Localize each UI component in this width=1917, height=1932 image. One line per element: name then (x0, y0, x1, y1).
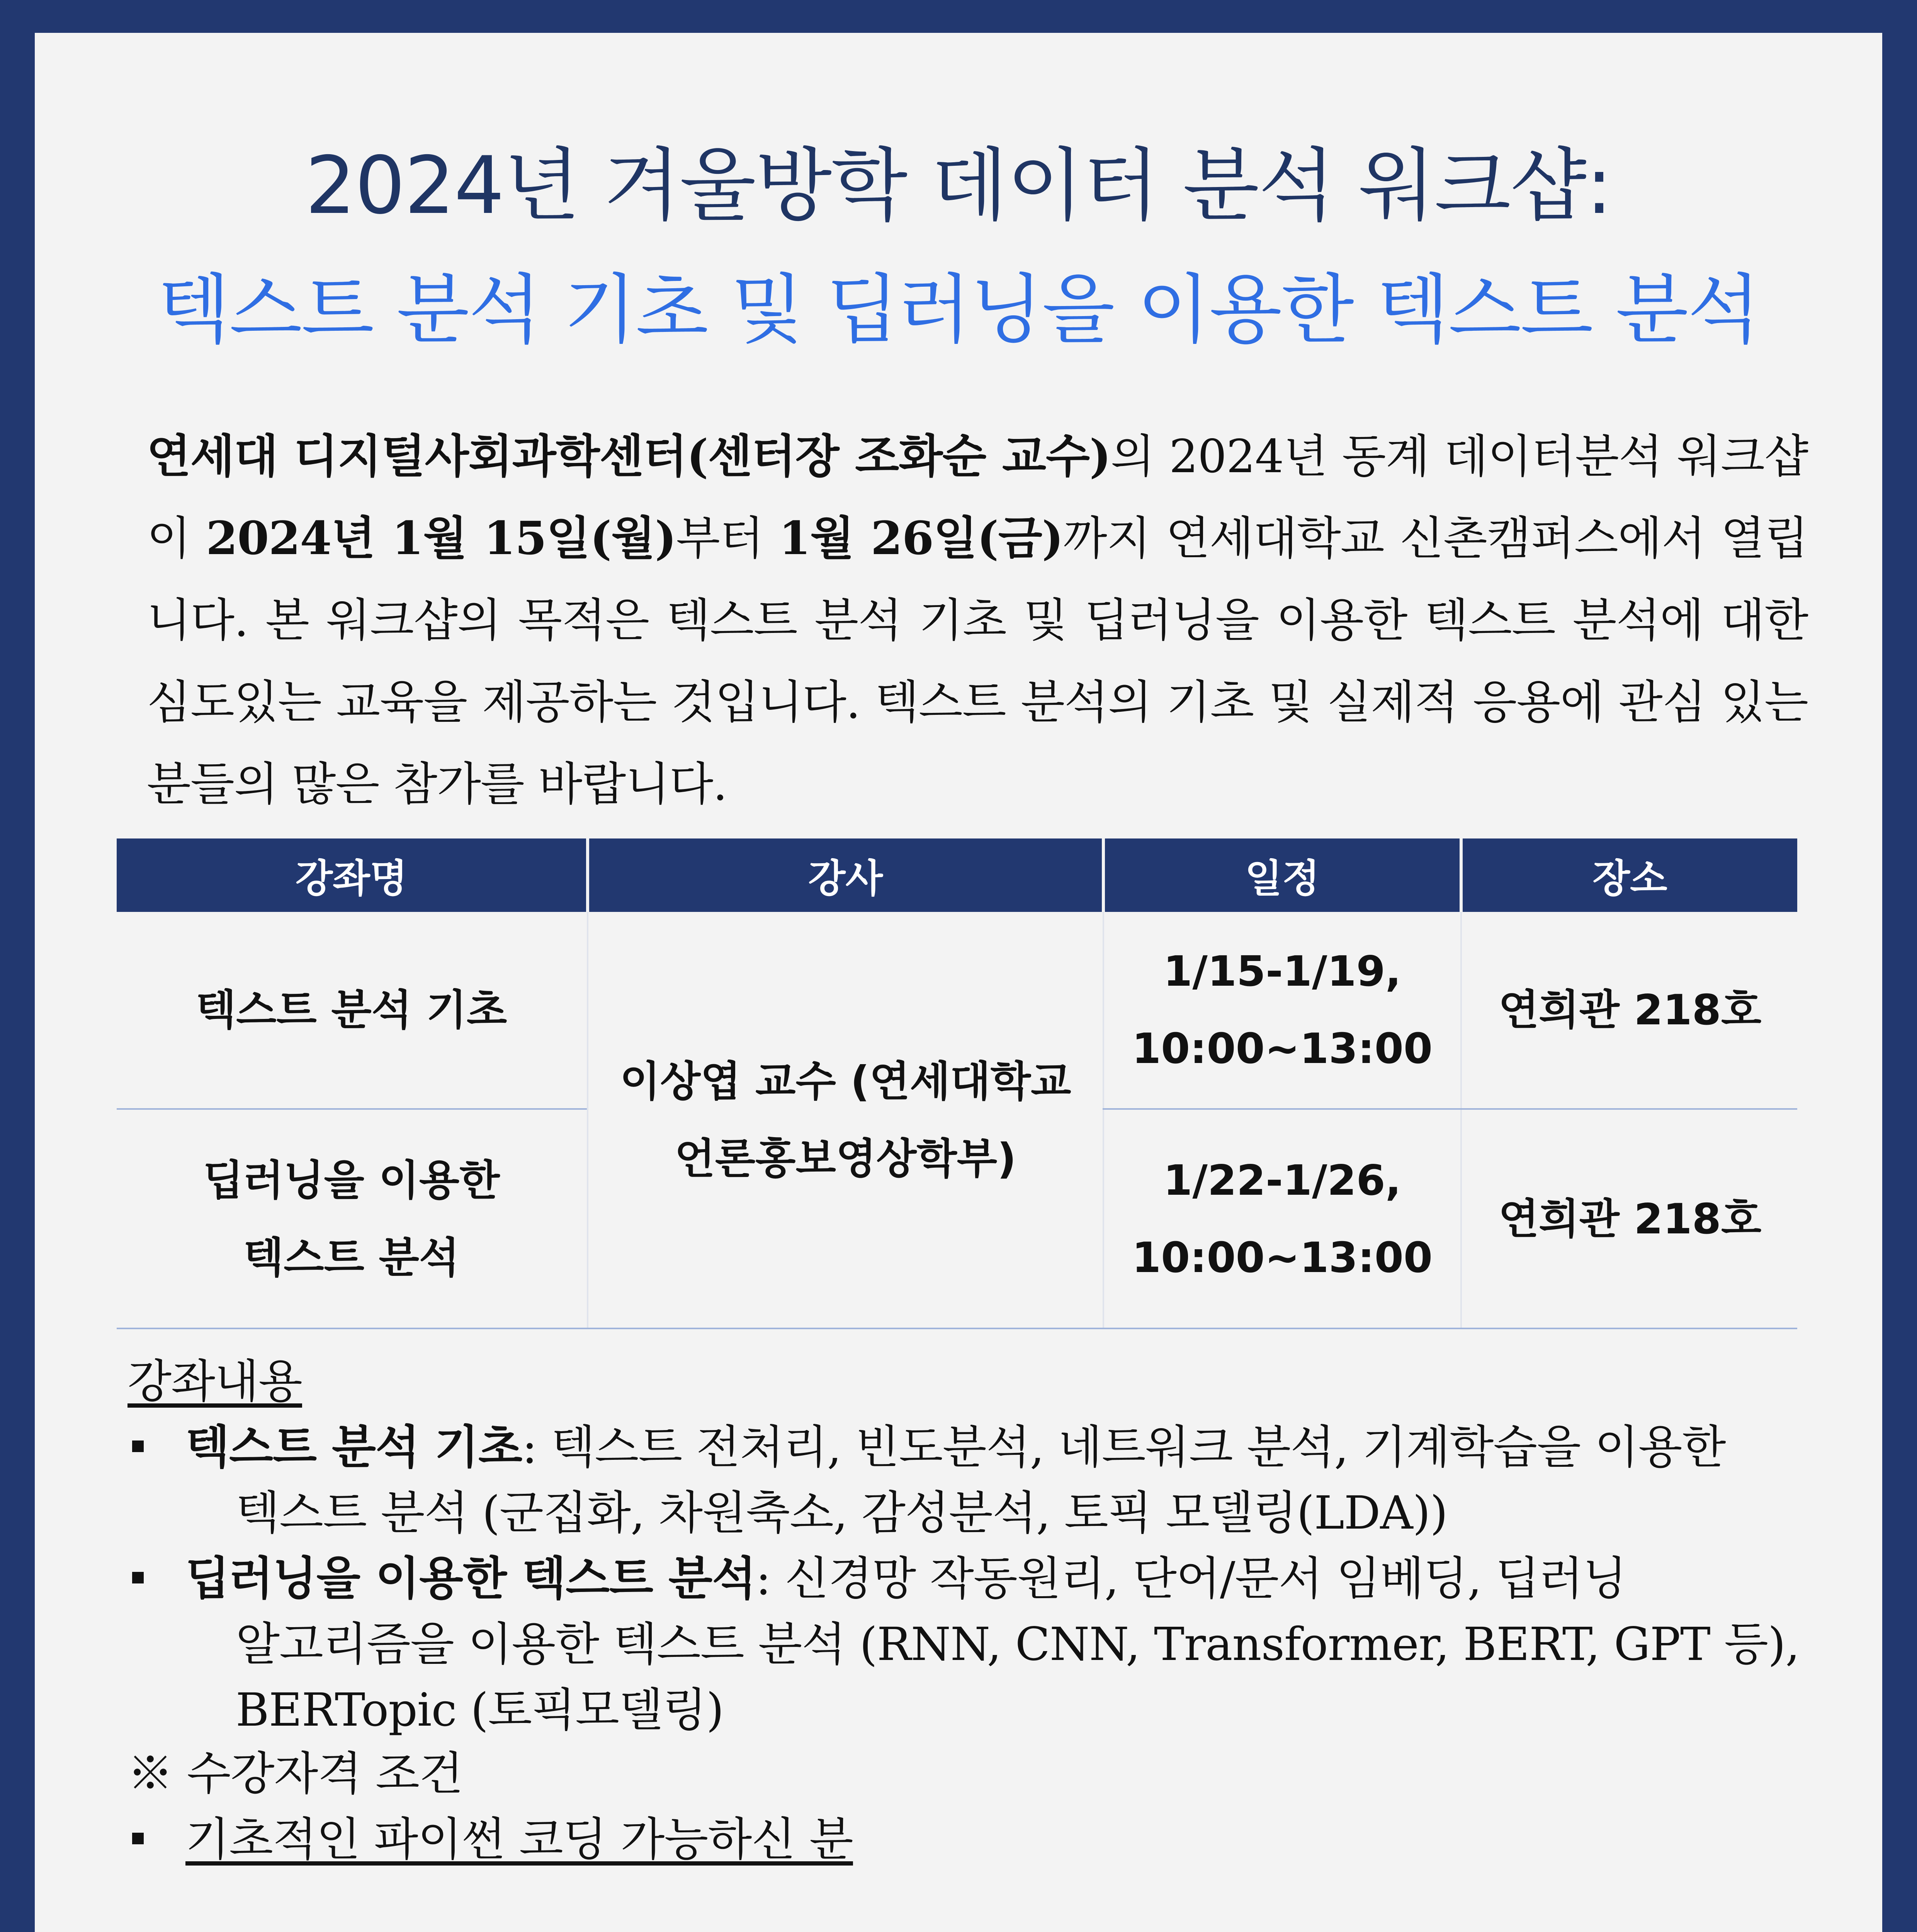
place: 연희관 218호 (1498, 986, 1762, 1034)
table-header-place: 장소 (1463, 838, 1797, 912)
table-row (1463, 912, 1797, 1109)
instructor-cell (589, 912, 1102, 1329)
intro-text: 의 2024년 동계 데이터분석 워크샵이 (147, 430, 1808, 565)
requirement-text: 기초적인 파이썬 코딩 가능하신 분 (185, 1813, 853, 1866)
item-label: 딥러닝을 이용한 텍스트 분석 (185, 1551, 756, 1605)
bullet-icon (132, 1833, 144, 1844)
course-name: 텍스트 분석 (243, 1234, 460, 1282)
instructor-dept: 언론홍보영상학부) (675, 1135, 1016, 1183)
list-item (185, 1546, 1626, 1611)
item-label: 텍스트 분석 기초 (185, 1420, 522, 1474)
schedule-dates: 1/15-1/19, (1163, 947, 1401, 996)
list-item-continued: 알고리즘을 이용한 텍스트 분석 (RNN, CNN, Transformer, BERT, GPT 등), (236, 1617, 1800, 1671)
requirement-heading: ※ 수강자격 조건 (127, 1747, 463, 1800)
poster-title: 2024년 겨울방학 데이터 분석 워크샵: (305, 140, 1612, 232)
intro-center: 연세대 디지털사회과학센터(센터장 조화순 교수) (147, 429, 1111, 483)
poster-subtitle: 텍스트 분석 기초 및 딥러닝을 이용한 텍스트 분석 (157, 266, 1760, 354)
table-header-instructor: 강사 (589, 838, 1102, 912)
table-row (117, 912, 586, 1109)
item-text: : 텍스트 전처리, 빈도분석, 네트워크 분석, 기계학습을 이용한 (522, 1420, 1726, 1474)
poster-page (35, 33, 1882, 1932)
course-content-heading: 강좌내용 (127, 1355, 302, 1408)
item-text: : 신경망 작동원리, 단어/문서 임베딩, 딥러닝 (756, 1552, 1626, 1605)
table-bottom-line (117, 1328, 1797, 1329)
list-item-continued: BERTopic (토픽모델링) (236, 1683, 724, 1736)
table-divider (1103, 912, 1104, 1329)
table-header-course: 강좌명 (117, 838, 586, 912)
table-header-schedule: 일정 (1105, 838, 1460, 912)
table-row (1105, 1110, 1460, 1329)
section-heading (127, 1349, 302, 1414)
place: 연희관 218호 (1498, 1195, 1762, 1243)
schedule-table (117, 838, 1797, 1329)
intro-text: 까지 연세대학교 신촌캠퍼스에서 열립니다. 본 워크샵의 목적은 텍스트 분석 기초 및 딥러닝을 이용한 텍스트 분석에 대한 심도있는 교육을 제공하는 것입니다. 텍스트 분석의 기초 및 실제적 응용에 관심 있는 분들의 많은 참가를 바랍니다. (147, 512, 1808, 811)
table-row (1463, 1110, 1797, 1329)
table-row (117, 1110, 586, 1329)
intro-start-date: 2024년 1월 15일(월) (206, 511, 676, 565)
course-content-section (127, 1349, 1800, 1897)
intro-text: 부터 (676, 512, 779, 565)
bullet-icon (132, 1440, 144, 1452)
intro-end-date: 1월 26일(금) (779, 511, 1063, 565)
table-divider (587, 912, 588, 1329)
intro-paragraph (147, 415, 1808, 825)
table-divider (1460, 912, 1462, 1329)
requirement-item (185, 1806, 853, 1872)
schedule-time: 10:00~13:00 (1132, 1025, 1433, 1073)
course-name: 텍스트 분석 기초 (195, 986, 507, 1034)
instructor-name: 이상엽 교수 (연세대학교 (620, 1058, 1071, 1106)
schedule-dates: 1/22-1/26, (1163, 1156, 1401, 1205)
table-row (1105, 912, 1460, 1109)
bullet-icon (132, 1572, 144, 1583)
schedule-time: 10:00~13:00 (1132, 1234, 1433, 1282)
course-name: 딥러닝을 이용한 (203, 1156, 500, 1205)
list-item-continued: 텍스트 분석 (군집화, 차원축소, 감성분석, 토픽 모델링(LDA)) (236, 1486, 1448, 1539)
list-item (185, 1414, 1726, 1480)
